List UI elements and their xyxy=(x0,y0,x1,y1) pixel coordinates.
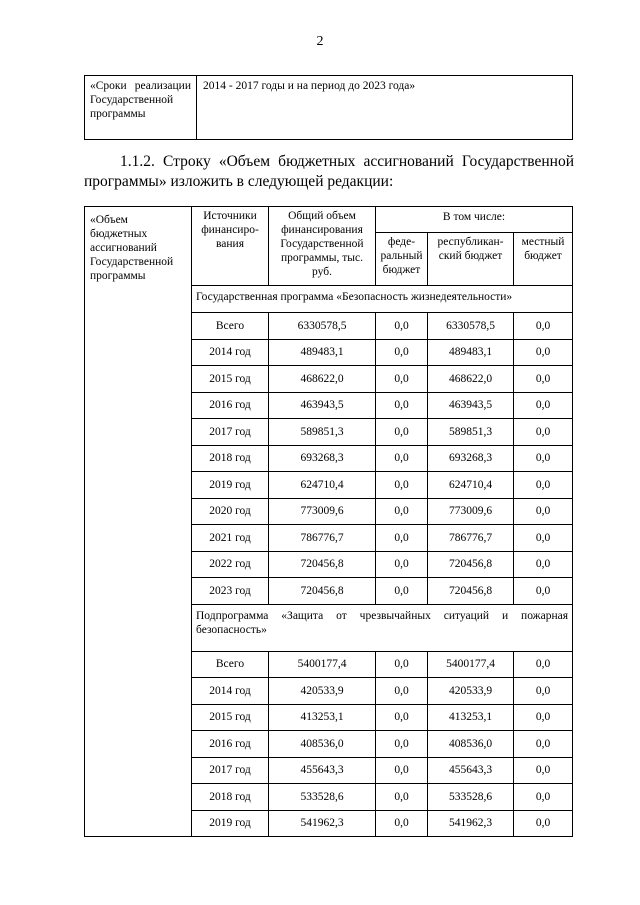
cell-local: 0,0 xyxy=(514,651,573,678)
deadline-value: 2014 - 2017 годы и на период до 2023 года» xyxy=(197,76,573,140)
amendment-paragraph: 1.1.2. Строку «Объем бюджетных ассигнований Государственной программы» изложить в следующей редакции: xyxy=(84,153,574,190)
cell-federal: 0,0 xyxy=(376,757,428,784)
cell-republican: 786776,7 xyxy=(428,525,514,552)
cell-republican: 624710,4 xyxy=(428,472,514,499)
cell-federal: 0,0 xyxy=(376,678,428,705)
cell-federal: 0,0 xyxy=(376,339,428,366)
cell-local: 0,0 xyxy=(514,784,573,811)
cell-republican: 693268,3 xyxy=(428,445,514,472)
cell-republican: 541962,3 xyxy=(428,810,514,837)
cell-federal: 0,0 xyxy=(376,551,428,578)
cell-total: 408536,0 xyxy=(269,731,376,758)
cell-federal: 0,0 xyxy=(376,704,428,731)
section-title: Подпрограмма «Защита от чрезвычайных ситуаций и пожарная безопасность» xyxy=(192,604,573,651)
header-total: Общий объем финансирования Государственной программы, тыс. руб. xyxy=(269,207,376,286)
cell-total: 720456,8 xyxy=(269,551,376,578)
budget-label: «Объем бюджетных ассигнований Государственной программы xyxy=(85,207,192,837)
funding-table xyxy=(84,206,573,837)
cell-federal: 0,0 xyxy=(376,525,428,552)
cell-source: 2015 год xyxy=(192,704,269,731)
cell-total: 533528,6 xyxy=(269,784,376,811)
cell-total: 455643,3 xyxy=(269,757,376,784)
cell-source: Всего xyxy=(192,651,269,678)
cell-federal: 0,0 xyxy=(376,366,428,393)
cell-source: 2022 год xyxy=(192,551,269,578)
cell-source: 2014 год xyxy=(192,678,269,705)
cell-source: 2018 год xyxy=(192,784,269,811)
cell-local: 0,0 xyxy=(514,392,573,419)
cell-federal: 0,0 xyxy=(376,651,428,678)
cell-republican: 408536,0 xyxy=(428,731,514,758)
cell-republican: 468622,0 xyxy=(428,366,514,393)
cell-republican: 589851,3 xyxy=(428,419,514,446)
cell-republican: 720456,8 xyxy=(428,551,514,578)
cell-total: 720456,8 xyxy=(269,578,376,605)
cell-local: 0,0 xyxy=(514,498,573,525)
cell-republican: 6330578,5 xyxy=(428,313,514,340)
cell-total: 786776,7 xyxy=(269,525,376,552)
cell-total: 693268,3 xyxy=(269,445,376,472)
cell-local: 0,0 xyxy=(514,578,573,605)
cell-source: 2021 год xyxy=(192,525,269,552)
cell-local: 0,0 xyxy=(514,525,573,552)
cell-total: 773009,6 xyxy=(269,498,376,525)
cell-federal: 0,0 xyxy=(376,731,428,758)
cell-local: 0,0 xyxy=(514,445,573,472)
cell-local: 0,0 xyxy=(514,313,573,340)
cell-source: 2016 год xyxy=(192,392,269,419)
header-local: местный бюджет xyxy=(514,233,573,286)
cell-republican: 455643,3 xyxy=(428,757,514,784)
cell-local: 0,0 xyxy=(514,731,573,758)
deadline-row xyxy=(85,76,573,140)
cell-republican: 463943,5 xyxy=(428,392,514,419)
cell-republican: 420533,9 xyxy=(428,678,514,705)
cell-federal: 0,0 xyxy=(376,445,428,472)
cell-total: 463943,5 xyxy=(269,392,376,419)
header-sources: Источники финансиро-вания xyxy=(192,207,269,286)
deadline-label: «Сроки реализации Государственной программы xyxy=(85,76,197,140)
cell-federal: 0,0 xyxy=(376,419,428,446)
header-federal: феде-ральный бюджет xyxy=(376,233,428,286)
header-including: В том числе: xyxy=(376,207,573,233)
cell-total: 589851,3 xyxy=(269,419,376,446)
cell-republican: 5400177,4 xyxy=(428,651,514,678)
deadline-table xyxy=(84,75,573,140)
cell-local: 0,0 xyxy=(514,472,573,499)
cell-source: 2020 год xyxy=(192,498,269,525)
cell-republican: 489483,1 xyxy=(428,339,514,366)
cell-federal: 0,0 xyxy=(376,313,428,340)
cell-source: 2015 год xyxy=(192,366,269,393)
cell-total: 624710,4 xyxy=(269,472,376,499)
cell-federal: 0,0 xyxy=(376,578,428,605)
cell-source: 2019 год xyxy=(192,472,269,499)
cell-source: 2017 год xyxy=(192,757,269,784)
cell-republican: 533528,6 xyxy=(428,784,514,811)
cell-republican: 773009,6 xyxy=(428,498,514,525)
cell-federal: 0,0 xyxy=(376,810,428,837)
cell-federal: 0,0 xyxy=(376,472,428,499)
cell-local: 0,0 xyxy=(514,419,573,446)
cell-republican: 720456,8 xyxy=(428,578,514,605)
cell-republican: 413253,1 xyxy=(428,704,514,731)
cell-local: 0,0 xyxy=(514,339,573,366)
cell-local: 0,0 xyxy=(514,551,573,578)
cell-source: 2016 год xyxy=(192,731,269,758)
cell-local: 0,0 xyxy=(514,366,573,393)
cell-source: 2018 год xyxy=(192,445,269,472)
cell-total: 6330578,5 xyxy=(269,313,376,340)
cell-local: 0,0 xyxy=(514,810,573,837)
cell-total: 420533,9 xyxy=(269,678,376,705)
header-republican: республикан-ский бюджет xyxy=(428,233,514,286)
cell-total: 468622,0 xyxy=(269,366,376,393)
page-number: 2 xyxy=(316,34,324,49)
cell-source: Всего xyxy=(192,313,269,340)
cell-total: 5400177,4 xyxy=(269,651,376,678)
cell-local: 0,0 xyxy=(514,757,573,784)
cell-total: 413253,1 xyxy=(269,704,376,731)
cell-source: 2019 год xyxy=(192,810,269,837)
cell-local: 0,0 xyxy=(514,678,573,705)
cell-source: 2017 год xyxy=(192,419,269,446)
cell-federal: 0,0 xyxy=(376,392,428,419)
cell-federal: 0,0 xyxy=(376,784,428,811)
cell-total: 489483,1 xyxy=(269,339,376,366)
cell-federal: 0,0 xyxy=(376,498,428,525)
section-title: Государственная программа «Безопасность жизнедеятельности» xyxy=(192,286,573,313)
cell-source: 2014 год xyxy=(192,339,269,366)
cell-local: 0,0 xyxy=(514,704,573,731)
cell-source: 2023 год xyxy=(192,578,269,605)
cell-total: 541962,3 xyxy=(269,810,376,837)
header-row-top xyxy=(85,207,573,233)
